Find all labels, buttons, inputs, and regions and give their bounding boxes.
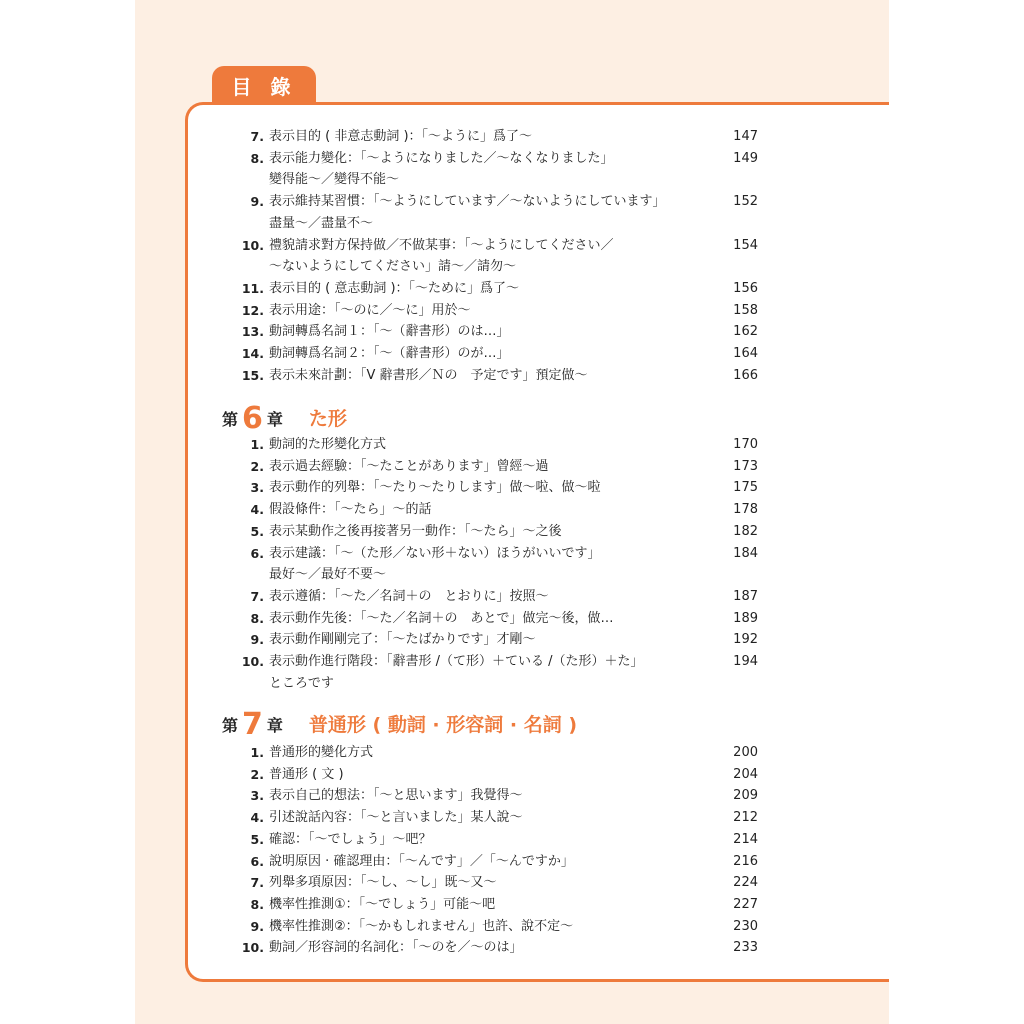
chapter-prefix: 第 [222, 716, 239, 735]
toc-entry [0, 829, 1024, 850]
entry-number: 2. [250, 767, 264, 782]
entry-title: 禮貌請求對方保持做／不做某事：「～ようにしてください／ [269, 238, 614, 253]
entry-page-number: 209 [733, 788, 758, 803]
entry-title: 表示過去經驗：「～たことがあります」曾經～過 [269, 459, 549, 474]
entry-title: 最好～／最好不要～ [269, 567, 387, 582]
entry-title: 說明原因 · 確認理由：「～んです」／「～んですか」 [269, 854, 574, 869]
entry-title: 表示維持某習慣：「～ようにしています／～ないようにしています」 [269, 194, 666, 209]
toc-entry [0, 673, 1024, 694]
toc-entry [0, 256, 1024, 277]
entry-page-number: 173 [733, 459, 758, 474]
toc-entry [0, 300, 1024, 321]
toc-entry [0, 235, 1024, 256]
entry-number: 8. [250, 151, 264, 166]
toc-entry [0, 434, 1024, 455]
entry-number: 10. [241, 940, 264, 955]
entry-title: ところです [269, 676, 334, 691]
entry-number: 1. [250, 437, 264, 452]
entry-number: 15. [241, 368, 264, 383]
entry-title: 盡量～／盡量不～ [269, 216, 374, 231]
entry-title: 變得能～／變得不能～ [269, 172, 400, 187]
toc-entry [0, 456, 1024, 477]
toc-entry [0, 629, 1024, 650]
entry-number: 11. [241, 281, 264, 296]
entry-number: 1. [250, 745, 264, 760]
chapter-7-heading [222, 706, 577, 740]
entry-page-number: 149 [733, 151, 758, 166]
entry-title: 普通形的變化方式 [269, 745, 374, 760]
chapter-title: た形 [308, 408, 347, 430]
entry-page-number: 166 [733, 368, 758, 383]
entry-number: 14. [241, 346, 264, 361]
entry-page-number: 224 [733, 875, 758, 890]
entry-title: 表示未來計劃：「V 辭書形／Ｎの 予定です」預定做～ [269, 368, 588, 383]
toc-entry [0, 851, 1024, 872]
chapter-6-heading [222, 400, 347, 434]
entry-number: 3. [250, 788, 264, 803]
toc-entry [0, 937, 1024, 958]
entry-page-number: 187 [733, 589, 758, 604]
entry-number: 12. [241, 303, 264, 318]
toc-entry [0, 785, 1024, 806]
entry-number: 4. [250, 502, 264, 517]
entry-page-number: 189 [733, 611, 758, 626]
entry-page-number: 184 [733, 546, 758, 561]
entry-title: ～ないようにしてください」請～／請勿～ [269, 259, 517, 274]
chapter-suffix: 章 [266, 716, 283, 735]
entry-page-number: 200 [733, 745, 758, 760]
toc-entry [0, 321, 1024, 342]
entry-title: 表示遵循：「～た／名詞＋の とおりに」按照～ [269, 589, 549, 604]
entry-page-number: 230 [733, 919, 758, 934]
entry-number: 8. [250, 611, 264, 626]
entry-number: 5. [250, 524, 264, 539]
entry-number: 10. [241, 654, 264, 669]
toc-entry [0, 213, 1024, 234]
entry-title: 假設條件：「～たら」～的話 [269, 502, 432, 517]
entry-page-number: 162 [733, 324, 758, 339]
entry-page-number: 227 [733, 897, 758, 912]
entry-page-number: 212 [733, 810, 758, 825]
toc-entry [0, 764, 1024, 785]
entry-title: 表示目的 ( 意志動詞 )：「～ために」爲了～ [269, 281, 520, 296]
entry-title: 動詞的た形變化方式 [269, 437, 387, 452]
entry-page-number: 158 [733, 303, 758, 318]
entry-page-number: 216 [733, 854, 758, 869]
entry-page-number: 178 [733, 502, 758, 517]
entry-title: 動詞轉爲名詞２：「～（辭書形）のが…」 [269, 346, 510, 361]
entry-number: 6. [250, 854, 264, 869]
chapter-prefix: 第 [222, 410, 239, 429]
entry-page-number: 152 [733, 194, 758, 209]
toc-entry [0, 343, 1024, 364]
entry-number: 7. [250, 875, 264, 890]
entry-number: 13. [241, 324, 264, 339]
entry-title: 列舉多項原因：「～し、～し」既～又～ [269, 875, 497, 890]
entry-title: 表示動作先後：「～た／名詞＋の あとで」做完～後，做… [269, 611, 614, 626]
entry-page-number: 194 [733, 654, 758, 669]
entry-page-number: 182 [733, 524, 758, 539]
toc-entry [0, 807, 1024, 828]
entry-page-number: 192 [733, 632, 758, 647]
entry-title: 表示動作剛剛完了：「～たばかりです」才剛～ [269, 632, 536, 647]
entry-title: 機率性推測②：「～かもしれません」也許、說不定～ [269, 919, 574, 934]
entry-page-number: 147 [733, 129, 758, 144]
chapter-number: 7 [242, 707, 263, 742]
entry-number: 7. [250, 129, 264, 144]
toc-entry [0, 651, 1024, 672]
toc-entry [0, 564, 1024, 585]
chapter-title: 普通形 ( 動詞 · 形容詞 · 名詞 ) [308, 714, 578, 736]
entry-title: 表示自己的想法：「～と思います」我覺得～ [269, 788, 523, 803]
entry-title: 表示動作的列舉：「～たり～たりします」做～啦、做～啦 [269, 480, 601, 495]
entry-page-number: 214 [733, 832, 758, 847]
entry-title: 普通形 ( 文 ) [269, 767, 344, 782]
entry-number: 5. [250, 832, 264, 847]
chapter-number: 6 [242, 401, 263, 436]
entry-page-number: 154 [733, 238, 758, 253]
entry-title: 動詞／形容詞的名詞化：「～のを／～のは」 [269, 940, 523, 955]
entry-title: 表示能力變化：「～ようになりました／～なくなりました」 [269, 151, 614, 166]
toc-entry [0, 586, 1024, 607]
entry-page-number: 170 [733, 437, 758, 452]
entry-page-number: 204 [733, 767, 758, 782]
toc-entry [0, 742, 1024, 763]
toc-entry [0, 169, 1024, 190]
entry-number: 3. [250, 480, 264, 495]
toc-entry [0, 499, 1024, 520]
toc-entry [0, 894, 1024, 915]
toc-entry [0, 365, 1024, 386]
entry-title: 確認：「～でしょう」～吧？ [269, 832, 432, 847]
entry-page-number: 233 [733, 940, 758, 955]
entry-title: 表示用途：「～のに／～に」用於～ [269, 303, 471, 318]
toc-entry [0, 543, 1024, 564]
entry-title: 機率性推測①：「～でしょう」可能～吧 [269, 897, 496, 912]
entry-number: 7. [250, 589, 264, 604]
entry-number: 2. [250, 459, 264, 474]
entry-title: 動詞轉爲名詞１：「～（辭書形）のは…」 [269, 324, 510, 339]
entry-number: 9. [250, 632, 264, 647]
toc-entry [0, 608, 1024, 629]
entry-title: 表示目的 ( 非意志動詞 )：「～ように」爲了～ [269, 129, 533, 144]
toc-entry [0, 278, 1024, 299]
entry-number: 4. [250, 810, 264, 825]
entry-title: 表示建議：「～（た形／ない形＋ない）ほうがいいです」 [269, 546, 601, 561]
toc-entry [0, 191, 1024, 212]
entry-title: 表示動作進行階段：「辭書形 /（て形）＋ている /（た形）＋た」 [269, 654, 644, 669]
toc-entry [0, 916, 1024, 937]
toc-entry [0, 477, 1024, 498]
toc-entry [0, 148, 1024, 169]
entry-number: 8. [250, 897, 264, 912]
toc-entry [0, 872, 1024, 893]
toc-tab: 目 錄 [212, 66, 316, 104]
entry-title: 引述說話內容：「～と言いました」某人說～ [269, 810, 523, 825]
entry-page-number: 164 [733, 346, 758, 361]
entry-number: 9. [250, 919, 264, 934]
entry-number: 9. [250, 194, 264, 209]
toc-entry [0, 521, 1024, 542]
toc-entry [0, 126, 1024, 147]
entry-title: 表示某動作之後再接著另一動作：「～たら」～之後 [269, 524, 562, 539]
entry-number: 6. [250, 546, 264, 561]
entry-number: 10. [241, 238, 264, 253]
entry-page-number: 156 [733, 281, 758, 296]
entry-page-number: 175 [733, 480, 758, 495]
content-frame [185, 102, 889, 982]
chapter-suffix: 章 [266, 410, 283, 429]
